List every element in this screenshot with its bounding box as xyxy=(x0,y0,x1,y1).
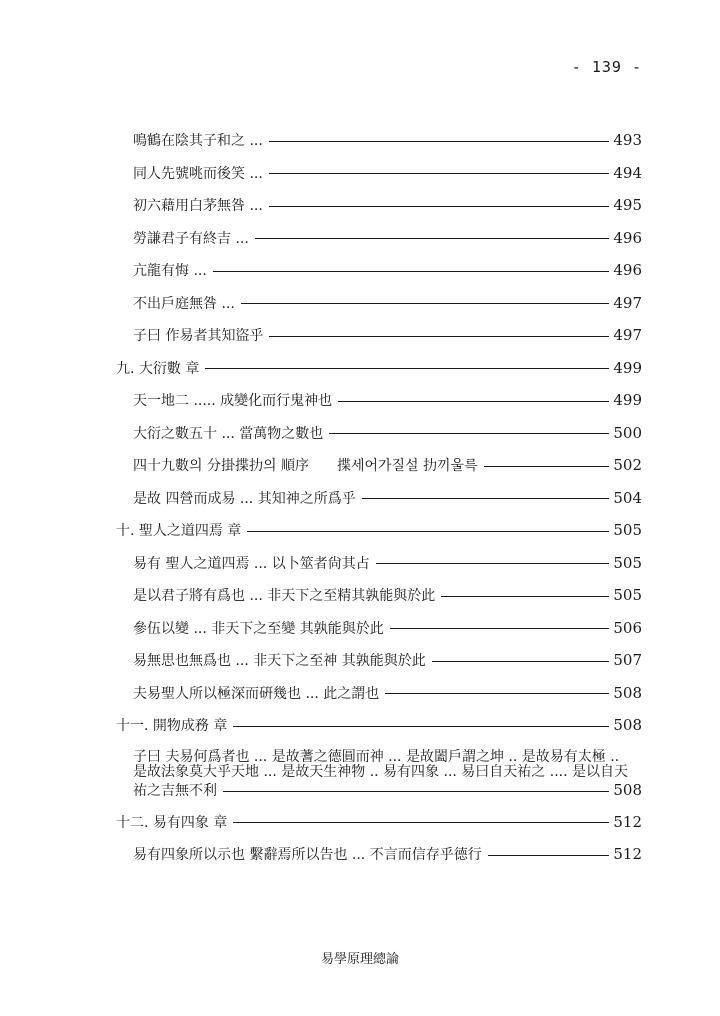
toc-entry-title: 易有四象所以示也 繫辭焉所以告也 ... 不言而信存乎德行 xyxy=(133,847,482,864)
toc-entry xyxy=(116,612,642,645)
leader-line xyxy=(241,303,609,304)
page-number: - 139 - xyxy=(571,58,642,76)
leader-line xyxy=(233,726,609,727)
toc-entry-line: 子曰 夫易何爲者也 ... 是故蓍之德圓而神 ... 是故闔戶謂之坤 .. 是故易有太極 .. xyxy=(133,748,620,765)
toc-entry-page: 497 xyxy=(613,293,642,312)
leader-line xyxy=(233,822,609,823)
leader-line xyxy=(269,336,609,337)
toc-entry-page: 496 xyxy=(613,261,642,280)
toc-entry-title: 夫易聖人所以極深而硏幾也 ... 此之謂也 xyxy=(133,685,380,702)
toc-entry-page: 505 xyxy=(613,553,642,572)
toc-entry-line: 是故法象莫大乎天地 ... 是故天生神物 .. 易有四象 ... 易曰自天祐之 .... 是以自天 xyxy=(133,763,629,780)
toc-entry-title: 是故 四營而成易 ... 其知神之所爲乎 xyxy=(133,490,356,507)
toc-entry-page: 508 xyxy=(613,780,642,799)
toc-entry-title: 易有 聖人之道四焉 ... 以卜筮者尙其占 xyxy=(133,555,370,572)
toc-entry-page: 505 xyxy=(613,586,642,605)
toc-entry-page: 500 xyxy=(613,423,642,442)
toc-entry-page: 508 xyxy=(613,716,642,735)
toc-entry-page: 499 xyxy=(613,391,642,410)
toc-entry-page: 497 xyxy=(613,326,642,345)
toc-entry-title: 易無思也無爲也 ... 非天下之至神 其孰能與於此 xyxy=(133,653,426,670)
leader-line xyxy=(376,563,609,564)
toc-entry xyxy=(116,384,642,417)
leader-line xyxy=(338,401,609,402)
leader-line xyxy=(390,628,609,629)
toc-entry-page: 507 xyxy=(613,651,642,670)
leader-line xyxy=(223,791,609,792)
toc-entry-title: 子曰 作易者其知盜乎 xyxy=(133,328,264,345)
toc-chapter-title: 十一. 開物成務 章 xyxy=(116,718,228,735)
toc-entry xyxy=(116,417,642,450)
toc-entry xyxy=(116,547,642,580)
leader-line xyxy=(488,855,609,856)
toc-entry-page: 512 xyxy=(613,845,642,864)
toc-entry xyxy=(116,579,642,612)
toc-entry-title: 四十九數의 分掛揲扐의 順序 揲세어가질설 扐끼울륵 xyxy=(133,458,478,475)
toc-entry-page: 495 xyxy=(613,196,642,215)
toc-entry xyxy=(116,189,642,222)
leader-line xyxy=(441,596,609,597)
leader-line xyxy=(484,466,609,467)
toc-entry xyxy=(116,482,642,515)
leader-line xyxy=(329,433,609,434)
leader-line xyxy=(247,531,609,532)
leader-line xyxy=(362,498,609,499)
leader-line xyxy=(432,661,609,662)
toc-entry-title: 天一地二 ..... 成變化而行鬼神也 xyxy=(133,393,333,410)
leader-line xyxy=(385,693,609,694)
book-title-footer: 易學原理總論 xyxy=(320,952,399,967)
toc-entry xyxy=(116,677,642,710)
toc-entry-lastline xyxy=(116,780,642,800)
toc-entry xyxy=(116,287,642,320)
leader-line xyxy=(269,206,609,207)
toc-entry xyxy=(116,157,642,190)
toc-entry-page: 502 xyxy=(613,456,642,475)
toc-entry xyxy=(116,838,642,871)
toc-entry-title: 不出戶庭無咎 ... xyxy=(133,295,235,312)
table-of-contents xyxy=(116,124,642,871)
toc-entry-page: 505 xyxy=(613,521,642,540)
toc-chapter-title: 十. 聖人之道四焉 章 xyxy=(116,523,242,540)
toc-entry xyxy=(116,319,642,352)
leader-line xyxy=(213,271,609,272)
toc-entry-title: 鳴鶴在陰其子和之 ... xyxy=(133,133,263,150)
toc-entry xyxy=(116,124,642,157)
leader-line xyxy=(255,238,609,239)
toc-entry xyxy=(116,222,642,255)
toc-entry xyxy=(116,449,642,482)
leader-line xyxy=(269,141,609,142)
toc-entry-title: 亢龍有悔 ... xyxy=(133,263,207,280)
toc-chapter-heading xyxy=(116,709,642,742)
toc-entry-title: 初六藉用白茅無咎 ... xyxy=(133,198,263,215)
toc-entry-page: 512 xyxy=(613,812,642,831)
toc-entry-title: 同人先號咷而後笑 ... xyxy=(133,165,263,182)
toc-entry-title: 大衍之數五十 ... 當萬物之數也 xyxy=(133,425,324,442)
toc-entry-page: 493 xyxy=(613,131,642,150)
toc-entry-page: 508 xyxy=(613,683,642,702)
toc-entry xyxy=(116,644,642,677)
leader-line xyxy=(269,173,609,174)
leader-line xyxy=(205,368,609,369)
toc-entry-title: 是以君子將有爲也 ... 非天下之至精其孰能與於此 xyxy=(133,588,436,605)
toc-entry-page: 496 xyxy=(613,228,642,247)
toc-entry-page: 504 xyxy=(613,488,642,507)
toc-entry-page: 494 xyxy=(613,163,642,182)
toc-entry-page: 506 xyxy=(613,618,642,637)
toc-chapter-heading xyxy=(116,514,642,547)
toc-entry-line: 祐之吉無不利 xyxy=(133,782,217,799)
toc-chapter-heading xyxy=(116,352,642,385)
toc-entry-title: 勞謙君子有終吉 ... xyxy=(133,230,249,247)
toc-entry-title: 參伍以變 ... 非天下之至變 其孰能與於此 xyxy=(133,620,384,637)
toc-entry-page: 499 xyxy=(613,358,642,377)
toc-entry xyxy=(116,254,642,287)
toc-entry-multiline xyxy=(116,742,642,806)
toc-chapter-heading xyxy=(116,806,642,839)
toc-chapter-title: 九. 大衍數 章 xyxy=(116,360,200,377)
toc-chapter-title: 十二. 易有四象 章 xyxy=(116,814,228,831)
